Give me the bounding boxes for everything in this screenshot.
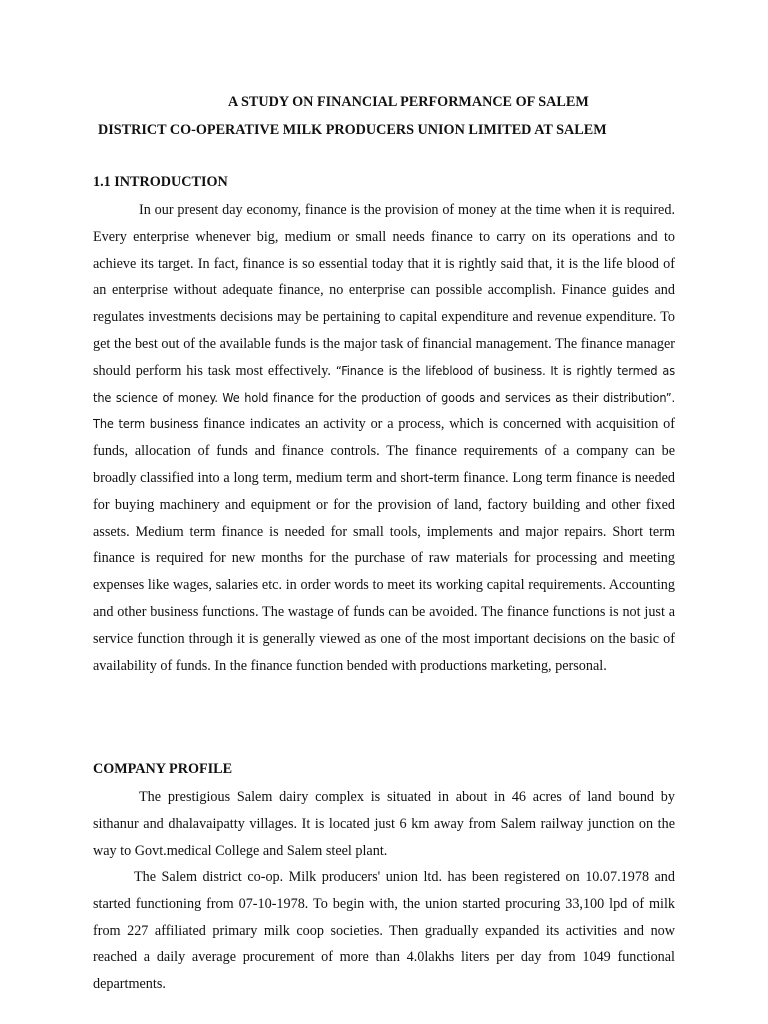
document-title-line-2: DISTRICT CO-OPERATIVE MILK PRODUCERS UNION LIMITED AT SALEM: [98, 122, 607, 138]
introduction-heading: 1.1 INTRODUCTION: [93, 174, 228, 190]
introduction-quote: “Finance is the lifeblood of business. It is rightly termed as the science of money. We hold finance for the production of goods and services as their distribution”. The term business: [93, 362, 676, 432]
company-profile-paragraph-2: The Salem district co-op. Milk producers' union ltd. has been registered on 10.07.1978 and started functioning from 07-10-1978. To begin with, the union started procuring 33,100 lpd of milk from 227 affiliated primary milk coop societies. Then gradually expanded its activities and now reached a daily average procurement of more than 4.0lakhs liters per day from 1049 functional departments.: [93, 869, 675, 993]
introduction-paragraph: [93, 197, 675, 679]
document-title-line-1: A STUDY ON FINANCIAL PERFORMANCE OF SALEM: [228, 94, 589, 110]
company-profile-heading: COMPANY PROFILE: [93, 761, 233, 777]
introduction-text-start: In our present day economy, finance is the provision of money at the time when it is required. Every enterprise whenever big, medium or small needs finance to carry on its operations and to achieve its target. In fact, finance is so essential today that it is rightly said that, it is the life blood of an enterprise without adequate finance, no enterprise can possible accomplish. Finance guides and regulates investments decisions may be pertaining to capital expenditure and revenue expenditure. To get the best out of the available funds is the major task of financial management. The finance manager should perform his task most effectively.: [93, 202, 675, 379]
company-profile-paragraph-1: The prestigious Salem dairy complex is situated in about in 46 acres of land bound by sithanur and dhalavaipatty villages. It is located just 6 km away from Salem railway junction on the way to Govt.medical College and Salem steel plant.: [93, 789, 675, 859]
introduction-text-end: finance indicates an activity or a process, which is concerned with acquisition of funds, allocation of funds and finance controls. The finance requirements of a company can be broadly classified into a long term, medium term and short-term finance. Long term finance is needed for buying machinery and equipment or for the provision of land, factory building and other fixed assets. Medium term finance is needed for small tools, implements and major repairs. Short term finance is required for new months for the purchase of raw materials for processing and meeting expenses like wages, salaries etc. in order words to meet its working capital requirements. Accounting and other business functions. The wastage of funds can be avoided. The finance functions is not just a service function through it is generally viewed as one of the most important decisions on the basic of availability of funds. In the finance function bended with productions marketing, personal.: [93, 416, 675, 674]
